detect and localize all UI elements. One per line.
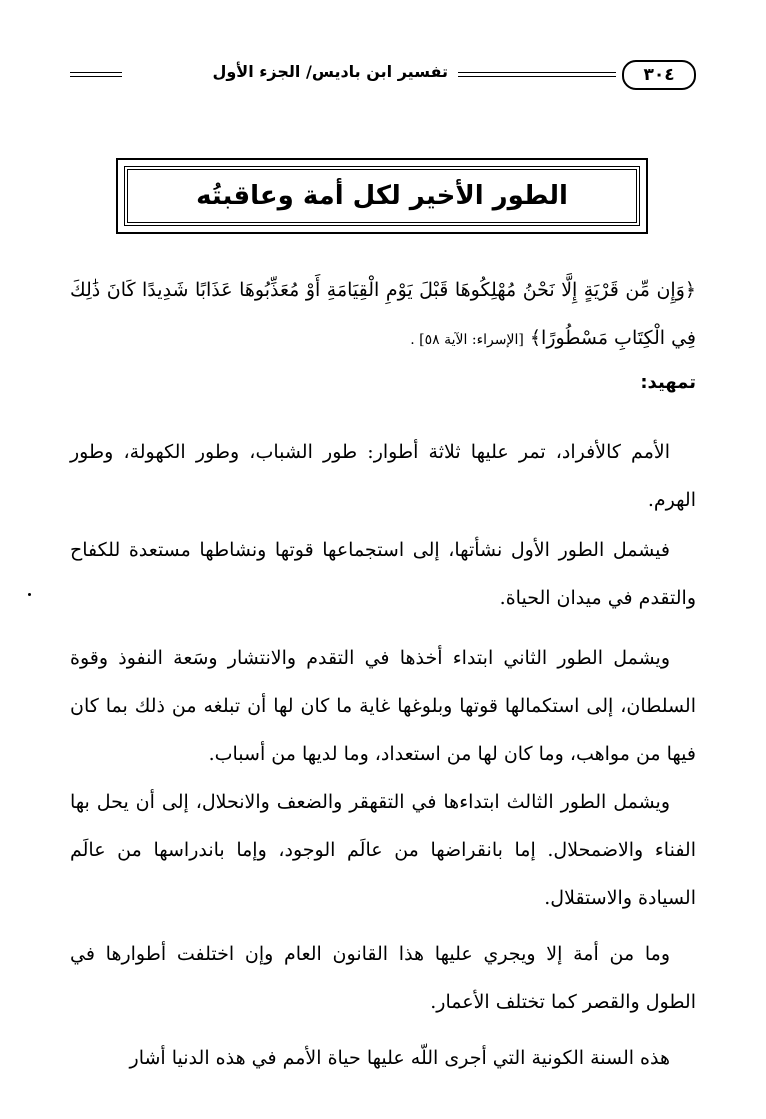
paragraph-5: وما من أمة إلا ويجري عليها هذا القانون العام وإن اختلفت أطوارها في الطول والقصر كما تختلف الأعمار. [70,943,696,1013]
running-header [70,60,696,90]
header-rule-left [70,72,122,77]
quran-verse [70,266,696,364]
chapter-title: الطور الأخير لكل أمة وعاقبتُه [196,181,568,211]
paragraph-1: الأمم كالأفراد، تمر عليها ثلاثة أطوار: طور الشباب، وطور الكهولة، وطور الهرم. [70,441,696,511]
section-heading: تمهيد: [640,372,696,393]
paragraph-3: ويشمل الطور الثاني ابتداء أخذها في التقدم والانتشار وسَعة النفوذ وقوة السلطان، إلى استكمالها قوتها وبلوغها غاية ما كان لها أن تبلغه من ذلك بما كان فيها من مواهب، وما كان لها من استعداد، وما لديها من أسباب. [70,647,696,765]
header-rule-right [458,72,616,77]
paragraph-6: هذه السنة الكونية التي أجرى اللّه عليها حياة الأمم في هذه الدنيا أشار [129,1047,670,1069]
chapter-title-frame [116,158,648,234]
verse-reference: [الإسراء: الآية ٥٨] . [410,332,524,348]
verse-text: ﴿وَإِن مِّن قَرْيَةٍ إِلَّا نَحْنُ مُهْلِكُوهَا قَبْلَ يَوْمِ الْقِيَامَةِ أَوْ مُعَذِّبُوهَا عَذَابًا شَدِيدًا كَانَ ذَٰلِكَ فِي الْكِتَابِ مَسْطُورًا﴾ [70,279,696,349]
margin-mark [28,593,31,596]
paragraph-2: فيشمل الطور الأول نشأتها، إلى استجماعها قوتها ونشاطها مستعدة للكفاح والتقدم في ميدان الحياة. [70,539,696,609]
chapter-title-inner-frame [124,166,640,226]
page-number: ٣٠٤ [622,60,696,90]
paragraph-4: ويشمل الطور الثالث ابتداءها في التقهقر والضعف والانحلال، إلى أن يحل بها الفناء والاضمحلال. إما بانقراضها من عالَم الوجود، وإما باندراسها من عالَم السيادة والاستقلال. [70,791,696,909]
running-title: تفسير ابن باديس/ الجزء الأول [212,62,448,81]
